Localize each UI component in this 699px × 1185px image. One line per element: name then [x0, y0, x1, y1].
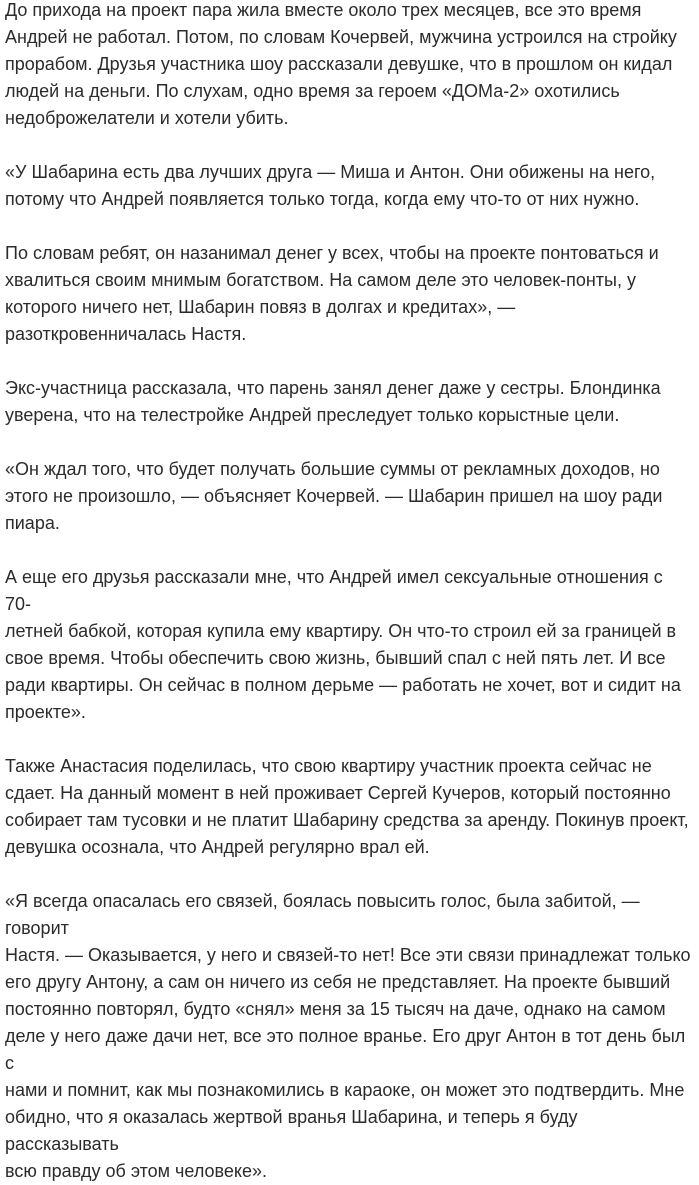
paragraph: До прихода на проект пара жила вместе около трех месяцев, все это время Андрей не работал. Потом, по словам Кочервей, мужчина устроился на стройку прорабом. Друзья участника шоу рассказали девушке, что в прошлом он кидал людей на деньги. По слухам, одно время за героем «ДОМа-2» охотились недоброжелатели и хотели убить.: [5, 0, 677, 128]
paragraph: Экс-участница рассказала, что парень занял денег даже у сестры. Блондинка уверена, что на телестройке Андрей преследует только корыстные цели.: [5, 378, 661, 425]
paragraph: А еще его друзья рассказали мне, что Андрей имел сексуальные отношения с 70- летней бабкой, которая купила ему квартиру. Он что-то строил ей за границей в свое время. Чтобы обеспечить свою жизнь, бывший спал с ней пять лет. И все ради квартиры. Он сейчас в полном дерьме — работать не хочет, вот и сидит на проекте».: [5, 567, 681, 722]
paragraph: По словам ребят, он назанимал денег у всех, чтобы на проекте понтоваться и хвалиться своим мнимым богатством. На самом деле это человек-понты, у которого ничего нет, Шабарин повяз в долгах и кредитах», — разоткровенничалась Настя.: [5, 243, 659, 344]
paragraph: «У Шабарина есть два лучших друга — Миша и Антон. Они обижены на него, потому что Андрей появляется только тогда, когда ему что-то от них нужно.: [5, 162, 656, 209]
paragraph: «Он ждал того, что будет получать большие суммы от рекламных доходов, но этого не произошло, — объясняет Кочервей. — Шабарин пришел на шоу ради пиара.: [5, 459, 663, 533]
paragraph: «Я всегда опасалась его связей, боялась повысить голос, была забитой, — говорит Настя. — Оказывается, у него и связей-то нет! Все эти связи принадлежат только его другу Антону, а сам он ничего из себя не представляет. На проекте бывший постоянно повторял, будто «снял» меня за 15 тысяч на даче, однако на самом деле у него даже дачи нет, все это полное вранье. Его друг Антон в тот день был с нами и помнит, как мы познакомились в караоке, он может это подтвердить. Мне обидно, что я оказалась жертвой вранья Шабарина, и теперь я буду рассказывать всю правду об этом человеке».: [5, 891, 691, 1181]
paragraph: Также Анастасия поделилась, что свою квартиру участник проекта сейчас не сдает. На данный момент в ней проживает Сергей Кучеров, который постоянно собирает там тусовки и не платит Шабарину средства за аренду. Покинув проект, девушка осознала, что Андрей регулярно врал ей.: [5, 756, 689, 857]
